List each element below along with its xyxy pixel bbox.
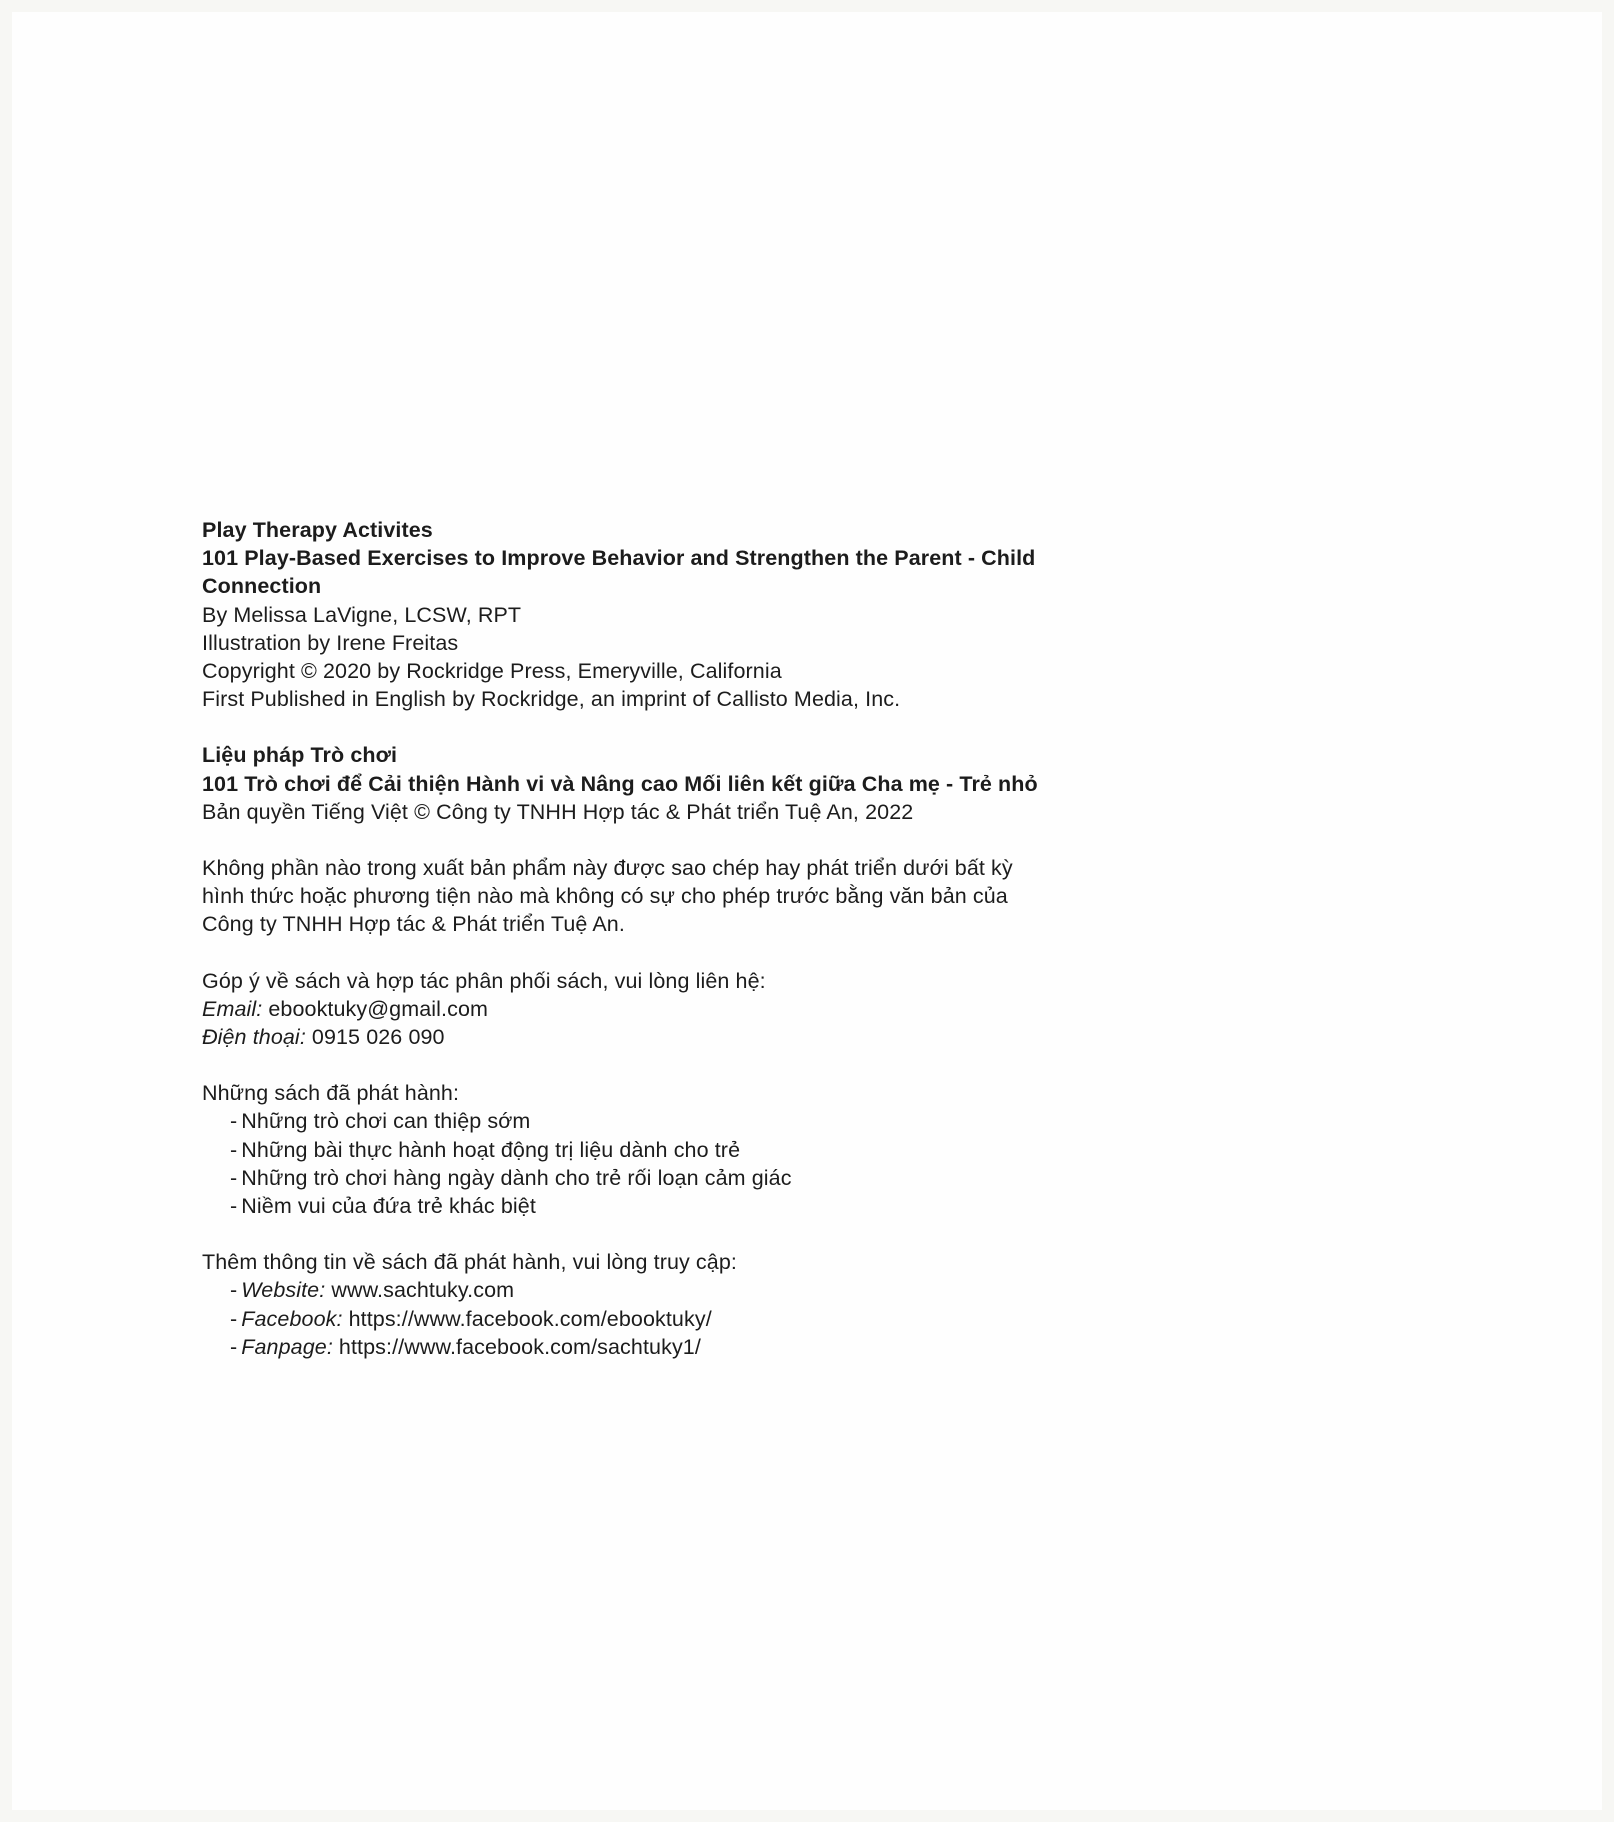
vietnamese-subtitle: 101 Trò chơi để Cải thiện Hành vi và Nâng cao Mối liên kết giữa Cha mẹ - Trẻ nhỏ [202, 771, 1038, 796]
vietnamese-copyright: Bản quyền Tiếng Việt © Công ty TNHH Hợp tác & Phát triển Tuệ An, 2022 [202, 799, 914, 824]
english-edition-block [202, 516, 1047, 713]
english-first-published: First Published in English by Rockridge, an imprint of Callisto Media, Inc. [202, 687, 901, 712]
fanpage-value: https://www.facebook.com/sachtuky1/ [338, 1334, 701, 1359]
rights-notice-text: Không phần nào trong xuất bản phẩm này được sao chép hay phát triển dưới bất kỳ hình thức hoặc phương tiện nào mà không có sự cho phép trước bằng văn bản của Công ty TNHH Hợp tác & Phát triển Tuệ An. [202, 856, 1013, 937]
phone-label: Điện thoại: [202, 1025, 306, 1050]
bullet-dash: - [230, 1194, 238, 1219]
email-label: Email: [202, 996, 263, 1021]
phone-value: 0915 026 090 [311, 1025, 445, 1050]
contact-email-line [202, 995, 1047, 1023]
published-heading: Những sách đã phát hành: [202, 1081, 460, 1106]
more-info-block [202, 1248, 1047, 1361]
published-item [202, 1164, 1047, 1192]
vietnamese-title: Liệu pháp Trò chơi [202, 743, 398, 768]
published-books-block [202, 1079, 1047, 1220]
english-illustrator: Illustration by Irene Freitas [202, 630, 459, 655]
published-item [202, 1192, 1047, 1220]
published-item [202, 1136, 1047, 1164]
vietnamese-edition-block [202, 741, 1047, 826]
rights-notice-block [202, 854, 1047, 939]
published-item-text: Những trò chơi can thiệp sớm [241, 1109, 531, 1134]
contact-phone-line [202, 1023, 1047, 1051]
english-subtitle-line2: Connection [202, 574, 322, 599]
bullet-dash: - [230, 1109, 238, 1134]
bullet-dash: - [230, 1278, 238, 1303]
copyright-page-content [202, 516, 1047, 1361]
contact-intro: Góp ý về sách và hợp tác phân phối sách, vui lòng liên hệ: [202, 968, 766, 993]
more-info-item [202, 1333, 1047, 1361]
more-info-item [202, 1305, 1047, 1333]
facebook-label: Facebook: [241, 1306, 343, 1331]
bullet-dash: - [230, 1306, 238, 1331]
facebook-value: https://www.facebook.com/ebooktuky/ [348, 1306, 712, 1331]
bullet-dash: - [230, 1165, 238, 1190]
bullet-dash: - [230, 1137, 238, 1162]
bullet-dash: - [230, 1334, 238, 1359]
english-title: Play Therapy Activites [202, 518, 433, 542]
contact-block [202, 967, 1047, 1052]
published-item [202, 1107, 1047, 1135]
website-value: www.sachtuky.com [331, 1278, 515, 1303]
website-label: Website: [241, 1278, 326, 1303]
english-subtitle-line1: 101 Play-Based Exercises to Improve Behavior and Strengthen the Parent - Child [202, 546, 1036, 571]
fanpage-label: Fanpage: [241, 1334, 333, 1359]
email-value: ebooktuky@gmail.com [268, 996, 489, 1021]
english-author: By Melissa LaVigne, LCSW, RPT [202, 602, 522, 627]
published-item-text: Những trò chơi hàng ngày dành cho trẻ rối loạn cảm giác [241, 1165, 792, 1190]
more-info-item [202, 1276, 1047, 1304]
english-copyright: Copyright © 2020 by Rockridge Press, Emeryville, California [202, 659, 782, 684]
book-page [12, 12, 1602, 1810]
more-info-heading: Thêm thông tin về sách đã phát hành, vui lòng truy cập: [202, 1250, 737, 1275]
published-item-text: Niềm vui của đứa trẻ khác biệt [241, 1194, 536, 1219]
published-item-text: Những bài thực hành hoạt động trị liệu dành cho trẻ [241, 1137, 741, 1162]
